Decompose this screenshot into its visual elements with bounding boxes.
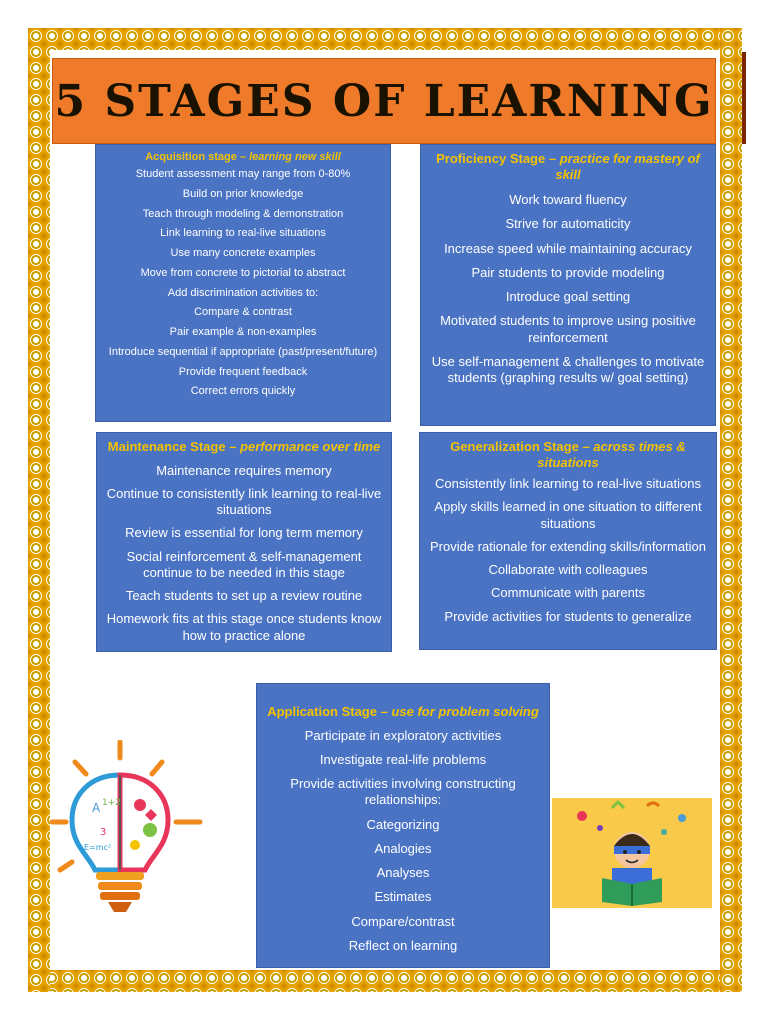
list-item: Analogies [374,840,432,856]
list-item: Collaborate with colleagues [488,562,648,578]
svg-text:3: 3 [100,827,107,838]
list-item: Categorizing [366,816,440,832]
decorative-border-left [28,28,50,992]
brain-lightbulb-illustration [50,740,220,920]
list-item: Consistently link learning to real-live situations [435,476,701,492]
list-item: Work toward fluency [509,192,627,208]
list-item: Teach students to set up a review routine [125,588,363,604]
list-item: Use many concrete examples [170,247,316,260]
decorative-border-bottom [28,970,742,992]
list-item: Compare/contrast [351,913,455,929]
list-item: Homework fits at this stage once students know how to practice alone [106,611,382,643]
generalization-stage-box [419,432,717,650]
list-item: Investigate real-life problems [319,751,487,767]
list-item: Analyses [376,865,430,881]
application-stage-box [256,683,550,968]
list-item: Compare & contrast [194,306,292,319]
list-item: Pair example & non-examples [169,326,317,339]
list-item: Add discrimination activities to: [167,286,319,299]
list-item: Move from concrete to pictorial to abstract [140,266,346,279]
decorative-border-right [720,28,742,992]
page-title: 5 STAGES OF LEARNING [54,75,714,127]
list-item: Participate in exploratory activities [304,727,502,743]
list-item: Strive for automaticity [505,216,631,232]
list-item: Social reinforcement & self-management continue to be needed in this stage [126,548,362,580]
list-item: Communicate with parents [491,585,645,601]
list-item: Provide activities involving constructing relationships: [290,776,516,808]
svg-text:A: A [92,801,101,815]
list-item: Provide activities for students to generalize [444,608,692,624]
child-reading-illustration [552,798,712,908]
svg-text:1+2: 1+2 [102,798,121,808]
title-banner [52,58,716,144]
list-item: Reflect on learning [348,937,458,953]
list-item: Estimates [374,889,432,905]
svg-text:E=mc²: E=mc² [84,843,112,852]
list-item: Maintenance requires memory [156,462,332,478]
list-item: Link learning to real-live situations [160,227,326,240]
list-item: Continue to consistently link learning to real-live situations [106,485,382,518]
list-item: Correct errors quickly [190,385,296,398]
title-accent-line [742,52,746,144]
acquisition-stage-box [95,144,391,422]
list-item: Motivated students to improve using positive reinforcement [440,313,696,345]
list-item: Student assessment may range from 0-80% [135,168,351,181]
maintenance-stage-heading: Maintenance Stage – performance over time [107,439,381,454]
list-item: Increase speed while maintaining accuracy [444,240,692,256]
proficiency-stage-heading: Proficiency Stage – practice for mastery of skill [436,151,700,182]
decorative-border-top [28,28,742,50]
list-item: Provide frequent feedback [178,365,308,378]
maintenance-stage-box [96,432,392,652]
list-item: Teach through modeling & demonstration [142,207,344,220]
list-item: Introduce sequential if appropriate (past/present/future) [108,345,378,358]
list-item: Apply skills learned in one situation to different situations [434,499,702,531]
proficiency-stage-box [420,144,716,426]
list-item: Introduce goal setting [505,289,631,305]
application-stage-heading: Application Stage – use for problem solving [267,704,539,719]
list-item: Provide rationale for extending skills/information [429,538,707,554]
list-item: Review is essential for long term memory [125,525,363,541]
generalization-stage-heading: Generalization Stage – across times & situations [450,439,686,470]
list-item: Pair students to provide modeling [471,264,665,280]
list-item: Use self-management & challenges to motivate students (graphing results w/ goal setting) [431,353,705,386]
acquisition-stage-heading: Acquisition stage – learning new skill [145,151,341,163]
list-item: Build on prior knowledge [182,187,304,200]
